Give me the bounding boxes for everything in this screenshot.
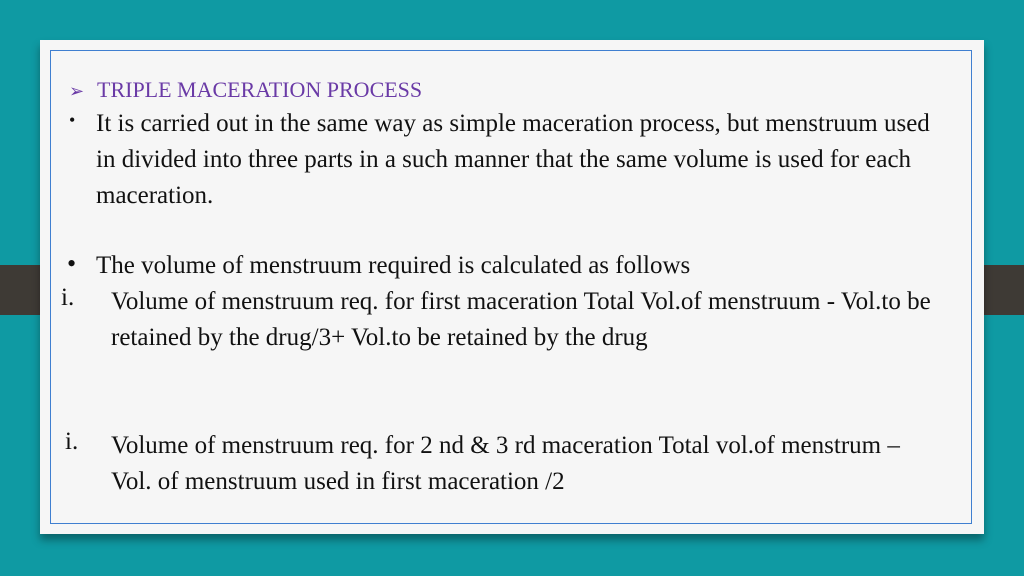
slide-heading [69, 77, 422, 103]
bullet-text: It is carried out in the same way as simple maceration process, but menstruum used in divided into three parts in a such manner that the same volume is used for each maceration. [96, 110, 930, 209]
bullet-marker: • [69, 110, 76, 130]
slide-card [40, 40, 984, 534]
list-number: i. [61, 284, 75, 311]
heading-text: TRIPLE MACERATION PROCESS [97, 77, 423, 102]
list-number: i. [65, 428, 79, 455]
list-item-text: Volume of menstruum req. for first maceration Total Vol.of menstruum - Vol.to be retained by the drug/3+ Vol.to be retained by the drug [111, 288, 931, 351]
bullet-marker: • [67, 249, 77, 278]
slide-frame [50, 50, 972, 524]
list-item-text: Volume of menstruum req. for 2 nd & 3 rd maceration Total vol.of menstrum – Vol. of menstruum used in first maceration /2 [111, 432, 900, 495]
slide-content [51, 51, 971, 523]
bullet-text: The volume of menstruum required is calculated as follows [96, 252, 691, 279]
arrow-bullet-icon: ➢ [69, 81, 85, 101]
